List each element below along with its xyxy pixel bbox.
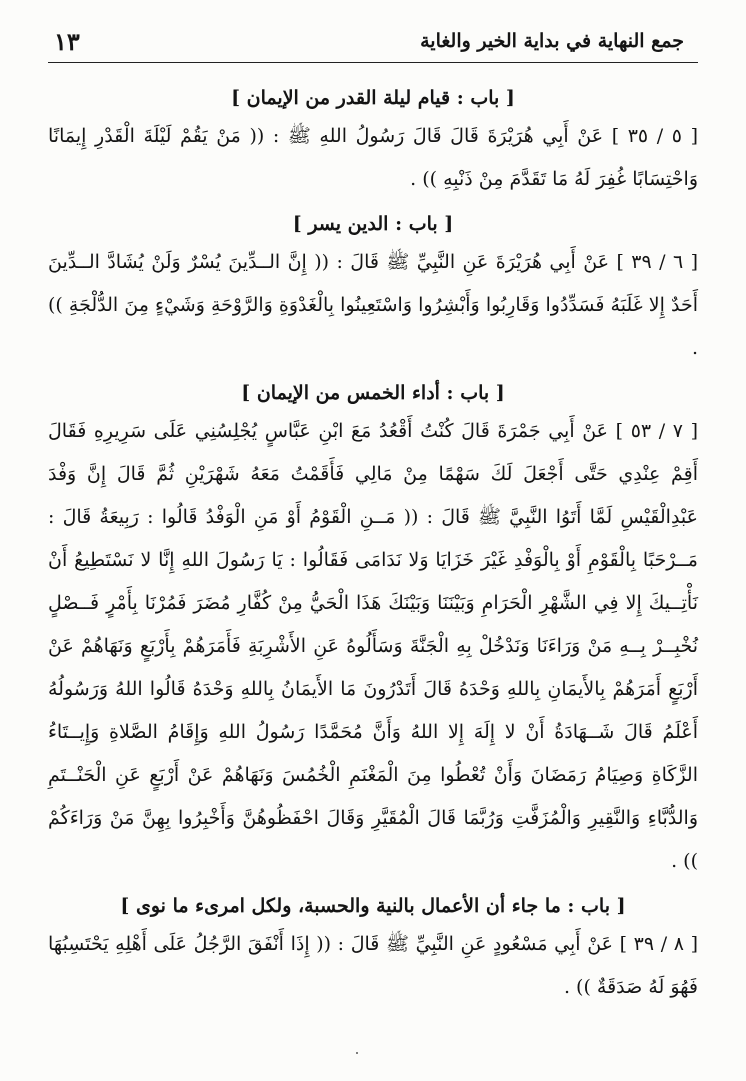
hadith-paragraph (48, 923, 698, 1009)
chapter-1 (48, 81, 698, 201)
chapter-title: [ باب : ما جاء أن الأعمال بالنية والحسبة، ولكل امرىء ما نوى ] (120, 895, 626, 917)
book-page (48, 20, 698, 1070)
chapter-4 (48, 889, 698, 1009)
chapter-title: [ باب : الدين يسر ] (292, 213, 454, 235)
hadith-reference: [ ٥ / ٣٥ ] (611, 125, 698, 147)
hadith-paragraph (48, 115, 698, 201)
chapter-title: [ باب : قيام ليلة القدر من الإيمان ] (231, 87, 515, 109)
hadith-reference: [ ٦ / ٣٩ ] (616, 251, 699, 273)
hadith-paragraph (48, 410, 698, 883)
hadith-reference: [ ٨ / ٣٩ ] (619, 933, 699, 955)
page-header (48, 20, 698, 63)
hadith-text: عَنْ أَبِي هُرَيْرَةَ قَالَ قَالَ رَسُولُ اللهِ ﷺ : (( مَنْ يَقُمْ لَيْلَةَ الْقَدْرِ إِيمَانًا وَاحْتِسَابًا غُفِرَ لَهُ مَا تَقَدَّمَ مِنْ ذَنْبِهِ )) . (48, 125, 698, 190)
page-number: ١٣ (54, 26, 80, 56)
chapter-2 (48, 207, 698, 370)
chapter-title: [ باب : أداء الخمس من الإيمان ] (241, 382, 505, 404)
print-speck (356, 1052, 358, 1054)
hadith-paragraph (48, 241, 698, 370)
hadith-text: عَنْ أَبِي هُرَيْرَةَ عَنِ النَّبِيِّ ﷺ قَالَ : (( إِنَّ الــدِّينَ يُسْرٌ وَلَنْ يُشَادَّ الــدِّينَ أَحَدٌ إِلا غَلَبَهُ فَسَدِّدُوا وَقَارِبُوا وَأَبْشِرُوا وَاسْتَعِينُوا بِالْغَدْوَةِ وَالرَّوْحَةِ وَشَيْءٍ مِنَ الدُّلْجَةِ )) . (48, 251, 698, 359)
hadith-text: عَنْ أَبِي مَسْعُودٍ عَنِ النَّبِيِّ ﷺ قَالَ : (( إِذَا أَنْفَقَ الرَّجُلُ عَلَى أَهْلِهِ يَحْتَسِبُهَا فَهُوَ لَهُ صَدَقَةٌ )) . (48, 933, 698, 998)
hadith-text: عَنْ أَبِي جَمْرَةَ قَالَ كُنْتُ أَقْعُدُ مَعَ ابْنِ عَبَّاسٍ يُجْلِسُنِي عَلَى سَرِيرِهِ فَقَالَ أَقِمْ عِنْدِي حَتَّى أَجْعَلَ لَكَ سَهْمًا مِنْ مَالِي فَأَقَمْتُ مَعَهُ شَهْرَيْنِ ثُمَّ قَالَ إِنَّ وَفْدَ عَبْدِالْقَيْسِ لَمَّا أَتَوُا النَّبِيَّ ﷺ قَالَ : (( مَــنِ الْقَوْمُ أَوْ مَنِ الْوَفْدُ قَالُوا : رَبِيعَةُ قَالَ : مَــرْحَبًا بِالْقَوْمِ أَوْ بِالْوَفْدِ غَيْرَ خَزَايَا وَلا نَدَامَى فَقَالُوا : يَا رَسُولَ اللهِ إِنَّا لا نَسْتَطِيعُ أَنْ نَأْتِــيكَ إِلا فِي الشَّهْرِ الْحَرَامِ وَبَيْنَنَا وَبَيْنَكَ هَذَا الْحَيُّ مِنْ كُفَّارِ مُضَرَ فَمُرْنَا بِأَمْرٍ فَــصْلٍ نُخْبِــرْ بِــهِ مَنْ وَرَاءَنَا وَنَدْخُلْ بِهِ الْجَنَّةَ وَسَأَلُوهُ عَنِ الأَشْرِبَةِ فَأَمَرَهُمْ بِأَرْبَعٍ وَنَهَاهُمْ عَنْ أَرْبَعٍ أَمَرَهُمْ بِالأَيمَانِ بِاللهِ وَحْدَهُ قَالَ أَتَدْرُونَ مَا الأَيمَانُ بِاللهِ وَحْدَهُ قَالُوا اللهُ وَرَسُولُهُ أَعْلَمُ قَالَ شَــهَادَةُ أَنْ لا إِلَهَ إِلا اللهُ وَأَنَّ مُحَمَّدًا رَسُولُ اللهِ وَإِقَامُ الصَّلاةِ وَإِيــتَاءُ الزَّكَاةِ وَصِيَامُ رَمَضَانَ وَأَنْ تُعْطُوا مِنَ الْمَغْنَمِ الْخُمُسَ وَنَهَاهُمْ عَنْ أَرْبَعٍ عَنِ الْحَنْــتَمِ وَالدُّبَّاءِ وَالنَّقِيرِ وَالْمُزَفَّتِ وَرُبَّمَا قَالَ الْمُقَيَّرِ وَقَالَ احْفَظُوهُنَّ وَأَخْبِرُوا بِهِنَّ مَنْ وَرَاءَكُمْ )) . (48, 420, 698, 872)
running-title: جمع النهاية في بداية الخير والغاية (420, 30, 684, 52)
chapter-3 (48, 376, 698, 883)
hadith-reference: [ ٧ / ٥٣ ] (615, 420, 698, 442)
